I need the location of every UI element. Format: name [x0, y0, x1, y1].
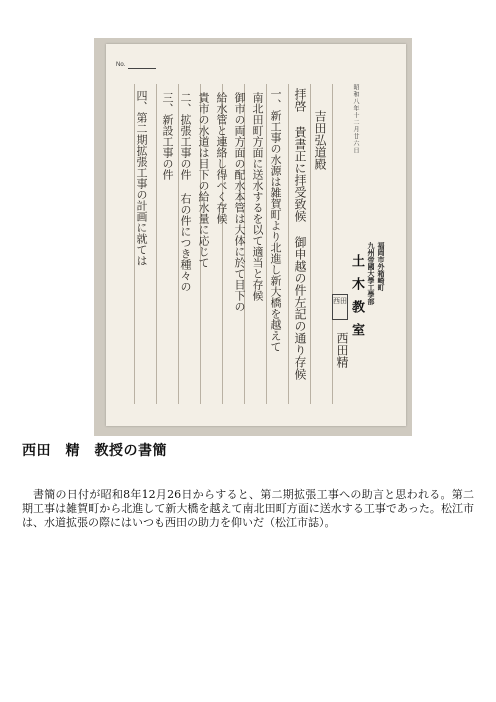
letter-photograph: [94, 38, 412, 436]
letterhead-university: 九州帝國大學工學部: [367, 242, 376, 305]
ruled-line: [288, 84, 289, 404]
letter-sheet: [106, 44, 406, 426]
handwritten-addressee: 吉田弘道殿: [313, 110, 327, 170]
ruled-line: [156, 84, 157, 404]
handwritten-column: 御市の両方面の配水本管は大体に於て目下の: [233, 92, 246, 312]
ruled-line: [332, 84, 333, 404]
letterhead-address: 福岡市外箱崎町: [377, 242, 386, 291]
ruled-line: [310, 84, 311, 404]
ruled-line: [266, 84, 267, 404]
handwritten-column: 貴市の水道は目下の給水量に応じて: [197, 92, 210, 268]
seal-stamp: 西田: [332, 294, 348, 320]
body-text: [22, 488, 474, 530]
letterhead-department: 土木教室: [349, 254, 364, 346]
handwritten-column: 四、第二期拡張工事の計画に就ては: [135, 90, 148, 266]
document-number-line: [128, 68, 156, 69]
figure-caption: 西田 精 教授の書簡: [22, 443, 167, 459]
handwritten-signature: 西田精: [335, 332, 349, 368]
handwritten-column: 二、拡張工事の件 右の件につき種々の: [179, 92, 192, 292]
handwritten-column: 給水管と連絡し得べく存候: [215, 92, 228, 224]
letter-date: 昭和八年十二月廿六日: [352, 84, 359, 154]
handwritten-column: 一、新工事の水源は雑賀町より北進し新大橋を越えて: [269, 88, 282, 352]
body-paragraph: 書簡の日付が昭和8年12月26日からすると、第二期拡張工事への助言と思われる。第二期工事は雑賀町から北進して新大橋を越えて南北田町方面に送水する工事であった。松江市は、水道拡張の際にはいつも西田の助力を仰いだ（松江市誌）。: [22, 488, 474, 529]
handwritten-column: 南北田町方面に送水するを以て適当と存候: [251, 92, 264, 301]
handwritten-column: 三、新設工事の件: [161, 92, 174, 180]
handwritten-column: 拝啓 貴書正に拝受致候 御申越の件左記の通り存候: [293, 88, 307, 380]
document-number-label: No.: [116, 62, 126, 68]
